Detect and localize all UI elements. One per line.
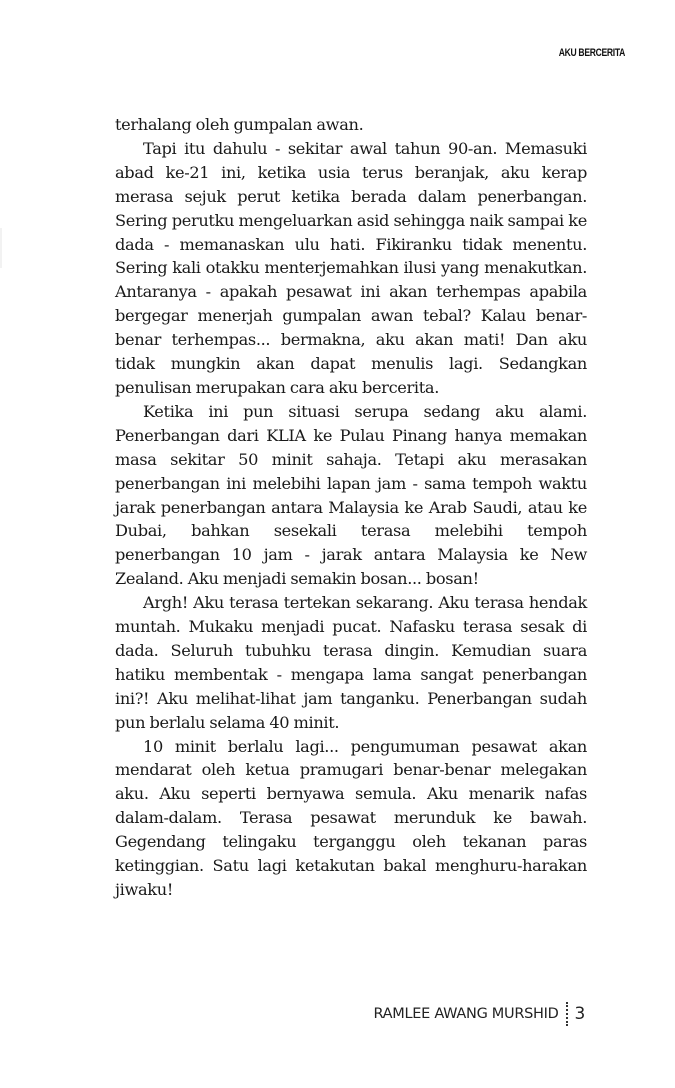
footer-author: RAMLEE AWANG MURSHID: [373, 1006, 559, 1022]
page-edge-mark: [0, 228, 2, 268]
page-footer: [374, 1002, 586, 1026]
page-number: 3: [574, 1004, 585, 1024]
paragraph-continuation: terhalang oleh gumpalan awan.: [115, 115, 364, 134]
paragraph: Tapi itu dahulu - sekitar awal tahun 90-an. Memasuki abad ke-21 ini, ketika usia terus beranjak, aku kerap merasa sejuk perut ketika berada dalam penerbangan. Sering perutku mengeluarkan asid sehingga naik sampai ke dada - memanaskan ulu hati. Fikiranku tidak menentu. Sering kali otakku menterjemahkan ilusi yang menakutkan. Antaranya - apakah pesawat ini akan terhempas apabila bergegar menerjah gumpalan awan tebal? Kalau benar-benar terhempas... bermakna, aku akan mati! Dan aku tidak mungkin akan dapat menulis lagi. Sedangkan penulisan merupakan cara aku bercerita.: [115, 138, 587, 397]
paragraph: 10 minit berlalu lagi... pengumuman pesawat akan mendarat oleh ketua pramugari benar-benar melegakan aku. Aku seperti bernyawa semula. Aku menarik nafas dalam-dalam. Terasa pesawat merunduk ke bawah. Gegendang telingaku terganggu oleh tekanan paras ketinggian. Satu lagi ketakutan bakal menghuru-harakan jiwaku!: [115, 736, 587, 899]
footer-dotted-divider: [566, 1002, 568, 1026]
paragraph: Ketika ini pun situasi serupa sedang aku alami. Penerbangan dari KLIA ke Pulau Pinang hanya memakan masa sekitar 50 minit sahaja. Tetapi aku merasakan penerbangan ini melebihi lapan jam - sama tempoh waktu jarak penerbangan antara Malaysia ke Arab Saudi, atau ke Dubai, bahkan sesekali terasa melebihi tempoh penerbangan 10 jam - jarak antara Malaysia ke New Zealand. Aku menjadi semakin bosan... bosan!: [115, 401, 587, 589]
body-text: [115, 113, 587, 902]
running-header: AKU BERCERITA: [558, 47, 625, 59]
paragraph: Argh! Aku terasa tertekan sekarang. Aku terasa hendak muntah. Mukaku menjadi pucat. Nafasku terasa sesak di dada. Seluruh tubuhku terasa dingin. Kemudian suara hatiku membentak - mengapa lama sangat penerbangan ini?! Aku melihat-lihat jam tanganku. Penerbangan sudah pun berlalu selama 40 minit.: [115, 593, 587, 732]
